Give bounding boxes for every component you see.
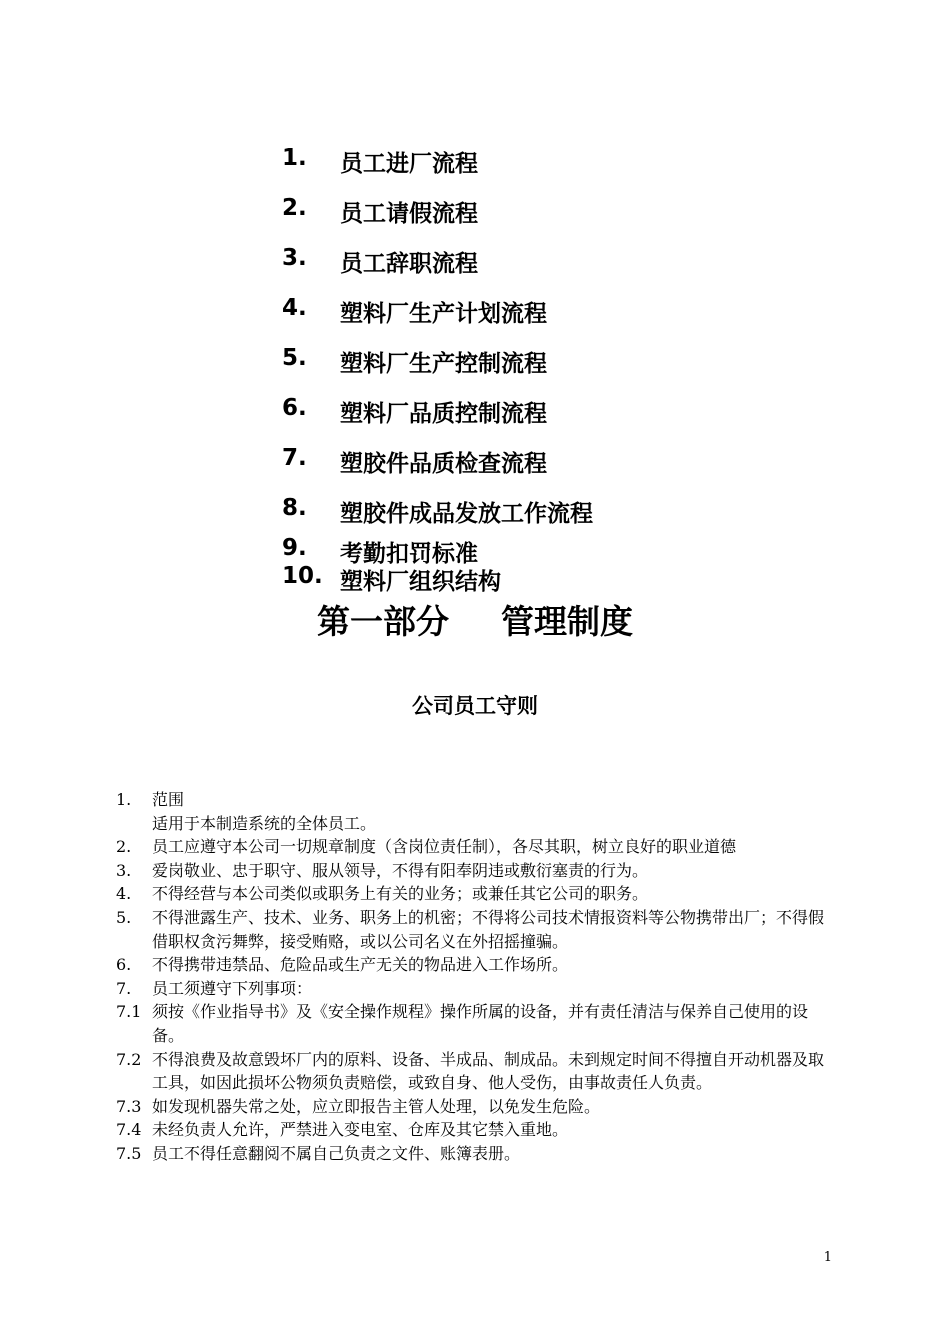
rule-number: 3. (116, 860, 132, 880)
rule-item (116, 788, 836, 812)
toc-item-number: 5. (282, 345, 307, 371)
toc-item-number: 10. (282, 563, 323, 589)
toc-item-label: 考勤扣罚标准 (340, 541, 478, 567)
toc-item-label: 塑胶件成品发放工作流程 (340, 501, 593, 527)
rule-item (116, 859, 836, 883)
rule-item (116, 1118, 836, 1142)
rule-item (116, 1048, 836, 1095)
rule-number: 7.1 (116, 1002, 142, 1022)
rules-list (116, 788, 836, 1166)
rule-item (116, 835, 836, 859)
part-title-number: 第一部分 (317, 602, 449, 641)
section-title: 公司员工守则 (412, 694, 538, 718)
toc-item-number: 4. (282, 295, 307, 321)
toc-item-label: 塑料厂生产计划流程 (340, 301, 547, 327)
rule-text: 须按《作业指导书》及《安全操作规程》操作所属的设备，并有责任清洁与保养自己使用的设备。 (152, 1002, 809, 1045)
rule-number: 4. (116, 884, 132, 904)
rule-item (116, 953, 836, 977)
rule-item (116, 906, 836, 953)
rule-item (116, 1142, 836, 1166)
rule-number: 6. (116, 955, 132, 975)
part-title (0, 596, 950, 643)
toc-item-label: 员工进厂流程 (340, 151, 478, 177)
rule-number: 7.4 (116, 1120, 142, 1140)
rule-number: 7.3 (116, 1096, 142, 1116)
rule-text: 员工不得任意翻阅不属自己负责之文件、账簿表册。 (152, 1143, 521, 1163)
rule-number: 5. (116, 907, 132, 927)
rule-number: 2. (116, 837, 132, 857)
rule-text: 未经负责人允许，严禁进入变电室、仓库及其它禁入重地。 (152, 1120, 569, 1140)
rule-text: 不得经营与本公司类似或职务上有关的业务；或兼任其它公司的职务。 (152, 884, 649, 904)
rule-item (116, 812, 836, 836)
toc-item-label: 塑胶件品质检查流程 (340, 451, 547, 477)
rule-text: 爱岗敬业、忠于职守、服从领导，不得有阳奉阴违或敷衍塞责的行为。 (152, 860, 649, 880)
toc-item-number: 9. (282, 535, 307, 561)
toc-item-number: 6. (282, 395, 307, 421)
rule-item (116, 1000, 836, 1047)
toc-item-label: 塑料厂组织结构 (340, 569, 501, 595)
toc-item-number: 3. (282, 245, 307, 271)
toc-item-number: 7. (282, 445, 307, 471)
rule-text: 如发现机器失常之处，应立即报告主管人处理，以免发生危险。 (152, 1096, 601, 1116)
rule-number: 7.5 (116, 1143, 142, 1163)
rule-item (116, 977, 836, 1001)
toc-item-label: 员工辞职流程 (340, 251, 478, 277)
rule-text: 范围 (152, 790, 185, 809)
rule-number: 7. (116, 978, 132, 998)
rule-number: 7.2 (116, 1049, 142, 1069)
toc-item-number: 1. (282, 145, 307, 171)
rule-text: 不得携带违禁品、危险品或生产无关的物品进入工作场所。 (152, 955, 569, 975)
rule-text: 不得浪费及故意毁坏厂内的原料、设备、半成品、制成品。未到规定时间不得擅自开动机器及取工具，如因此损坏公物须负责赔偿，或致自身、他人受伤，由事故责任人负责。 (152, 1049, 825, 1093)
page-number: 1 (823, 1250, 832, 1265)
rule-text: 员工应遵守本公司一切规章制度（含岗位责任制），各尽其职，树立良好的职业道德 (152, 837, 737, 857)
toc-item-label: 塑料厂品质控制流程 (340, 401, 547, 427)
toc-item-number: 8. (282, 495, 307, 521)
rule-text: 员工须遵守下列事项： (152, 978, 313, 998)
rule-item (116, 882, 836, 906)
rule-number: 1. (116, 790, 132, 809)
toc-item-label: 塑料厂生产控制流程 (340, 351, 547, 377)
toc-item-label: 员工请假流程 (340, 201, 478, 227)
part-title-name: 管理制度 (501, 602, 633, 641)
rule-item (116, 1095, 836, 1119)
rule-text: 不得泄露生产、技术、业务、职务上的机密；不得将公司技术情报资料等公物携带出厂；不得假借职权贪污舞弊，接受贿赂，或以公司名义在外招摇撞骗。 (152, 907, 825, 951)
toc-item-number: 2. (282, 195, 307, 221)
rule-text: 适用于本制造系统的全体员工。 (152, 813, 377, 833)
